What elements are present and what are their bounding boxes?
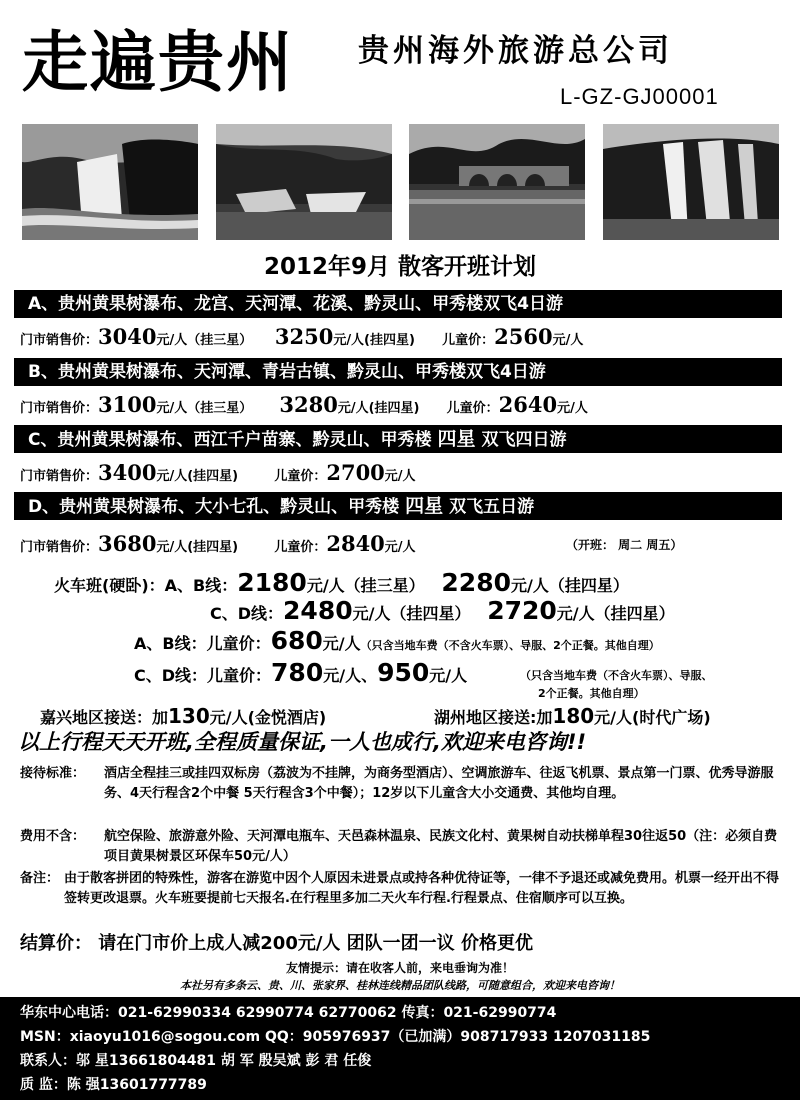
friendly-tip: 友情提示：请在收客人前，来电垂询为准！ (285, 961, 514, 975)
stone-bridge-photo (409, 124, 585, 240)
contact-footer (0, 997, 800, 1100)
route-a-prices (20, 326, 583, 347)
phone-line: 华东中心电话：021-62990334 62990774 62770062 传真：021-62990774 (20, 1005, 557, 1021)
slogan: 以上行程天天开班,全程质量保证,一人也成行,欢迎来电咨询!! (18, 730, 587, 754)
unit: 元/人(挂四星) (156, 540, 239, 555)
train-ab-child (134, 628, 660, 653)
train-cd-child-price-2: 950 (377, 658, 430, 687)
route-a-adult4-price: 3250 (274, 324, 334, 349)
child-note: （只含当地车费（不含火车票）、导服、2个正餐。其他自理） (360, 639, 660, 652)
unit: 元/人（挂三星） (156, 401, 253, 416)
reception-standard (20, 764, 780, 828)
excluded-text: 航空保险、旅游意外险、天河潭电瓶车、天邑森林温泉、民族文化村、黄果树自动扶梯单程30往返50（注：必须自费项目黄果树景区环保车50元/人） (104, 829, 778, 864)
unit: 元/人（挂四星） (511, 576, 629, 595)
route-c-adult4-price: 3400 (98, 460, 157, 485)
quality-supervisor-line: 质 监：陈 强13601777789 (20, 1077, 207, 1093)
route-d-schedule: （开班： 周二 周五） (566, 538, 683, 552)
unit: 元/人(金悦酒店) (209, 708, 327, 727)
unit: 元/人 (429, 666, 468, 685)
route-b-prices (20, 394, 588, 415)
remarks (20, 869, 780, 931)
msn-qq-line: MSN：xiaoyu1016@sogou.com QQ：905976937（已加满）908717933 1207031185 (20, 1029, 651, 1045)
child-label: A、B线：儿童价： (134, 634, 271, 653)
unit: 元/人(挂四星) (337, 401, 420, 416)
route-b-title: B、贵州黄果树瀑布、天河潭、青岩古镇、黔灵山、甲秀楼双飞4日游 (14, 358, 782, 386)
unit: 元/人 (552, 333, 584, 348)
line-label: A、B线： (164, 576, 238, 595)
brochure-title: 走遍贵州 (22, 24, 294, 101)
huzhou-pickup-price: 180 (552, 704, 595, 728)
route-a-title: A、贵州黄果树瀑布、龙宫、天河潭、花溪、黔灵山、甲秀楼双飞4日游 (14, 290, 782, 318)
pickup-label: 嘉兴地区接送：加 (40, 708, 169, 727)
unit: 元/人（挂三星） (306, 576, 425, 595)
route-d-prices (20, 533, 416, 554)
train-cd-child-price-1: 780 (271, 658, 324, 687)
price-label: 门市销售价： (20, 401, 99, 416)
route-b-child-price: 2640 (498, 392, 558, 417)
line-label: C、D线： (210, 604, 284, 623)
waterfall-photo-1 (22, 124, 198, 240)
route-a-adult3-price: 3040 (98, 324, 157, 349)
train-ab-child-price: 680 (270, 626, 323, 655)
child-label: 儿童价： (274, 469, 327, 484)
child-note: （只含当地车费（不含火车票）、导服、 (520, 669, 713, 682)
valley-photo (216, 124, 392, 240)
child-label: 儿童价： (442, 333, 495, 348)
train-ab-line (54, 570, 629, 595)
route-b-adult3-price: 3100 (98, 392, 157, 417)
train-cd-line (210, 598, 675, 623)
unit: 元/人 (384, 540, 416, 555)
product-code: L-GZ-GJ00001 (560, 84, 719, 109)
child-note: 2个正餐。其他自理） (538, 687, 645, 700)
huzhou-pickup (434, 706, 711, 726)
jiaxing-pickup (40, 706, 326, 726)
unit: 元/人 (384, 469, 416, 484)
train-ab4-price: 2280 (441, 568, 511, 597)
route-c-title (14, 425, 782, 453)
route-c-prices (20, 462, 416, 483)
train-ab3-price: 2180 (237, 568, 307, 597)
remark-text: 由于散客拼团的特殊性，游客在游览中因个人原因未进景点或持各种优待证等，一律不予退还或减免费用。机票一经开出不得签转更改退票。火车班要提前七天报名.在行程里多加二天火车行程.行程景点、住宿顺序可以互换。 (64, 871, 780, 906)
unit: 元/人 (557, 401, 588, 416)
company-name: 贵州海外旅游总公司 (358, 33, 673, 69)
route-d-child-price: 2840 (326, 531, 385, 556)
standard-text: 酒店全程挂三或挂四双标房（荔波为不挂牌，为商务型酒店）、空调旅游车、往返飞机票、景点第一门票、优秀导游服务、4天行程含2个中餐 5天行程含3个中餐）；12岁以下儿童含大小交通费、其他均自理。 (104, 766, 774, 801)
unit: 元/人（挂四星） (556, 604, 675, 623)
four-star-tag: 四星 (437, 428, 476, 450)
excluded-label: 费用不含： (20, 829, 86, 844)
standard-label: 接待标准： (20, 766, 86, 781)
train-cd4a-price: 2480 (283, 596, 353, 625)
train-label: 火车班(硬卧)： (54, 576, 165, 595)
unit: 元/人(挂四星) (156, 469, 239, 484)
train-cd4b-price: 2720 (487, 596, 557, 625)
waterfall-photo-2 (603, 124, 779, 240)
route-c-child-price: 2700 (326, 460, 385, 485)
route-d-title (14, 492, 782, 520)
contact-line: 联系人：邬 星13661804481 胡 军 殷吴斌 彭 君 任俊 (20, 1053, 372, 1069)
child-label: 儿童价： (446, 401, 499, 416)
plan-title: 2012年9月 散客开班计划 (263, 254, 537, 280)
unit: 元/人(挂四星) (333, 333, 415, 348)
jiaxing-pickup-price: 130 (168, 704, 210, 728)
settlement-price: 结算价： 请在门市价上成人减200元/人 团队一团一议 价格更优 (20, 933, 533, 954)
pickup-label: 湖州地区接送:加 (434, 708, 553, 727)
child-label: C、D线：儿童价： (134, 666, 272, 685)
unit: 元/人、 (323, 666, 378, 685)
unit: 元/人（挂四星） (352, 604, 471, 623)
route-c-title-suffix: 双飞四日游 (481, 430, 567, 450)
cost-excluded (20, 827, 780, 869)
route-c-title-text: C、贵州黄果树瀑布、西江千户苗寨、黔灵山、甲秀楼 (28, 430, 432, 450)
route-b-adult4-price: 3280 (279, 392, 338, 417)
route-a-child-price: 2560 (494, 324, 553, 349)
remark-label: 备注： (20, 871, 60, 886)
unit: 元/人（挂三星） (156, 333, 253, 348)
unit: 元/人(时代广场) (594, 708, 711, 727)
route-d-title-suffix: 双飞五日游 (449, 497, 535, 517)
child-label: 儿童价： (274, 540, 327, 555)
train-cd-child (134, 660, 467, 685)
four-star-tag: 四星 (405, 495, 444, 517)
price-label: 门市销售价： (20, 540, 99, 555)
price-label: 门市销售价： (20, 469, 99, 484)
route-d-adult4-price: 3680 (98, 531, 157, 556)
other-routes-note: 本社另有多条云、贵、川、张家界、桂林连线精品团队线路，可随意组合，欢迎来电咨询！ (180, 979, 620, 992)
route-d-title-text: D、贵州黄果树瀑布、大小七孔、黔灵山、甲秀楼 (28, 497, 400, 517)
unit: 元/人 (322, 634, 361, 653)
price-label: 门市销售价： (20, 333, 99, 348)
